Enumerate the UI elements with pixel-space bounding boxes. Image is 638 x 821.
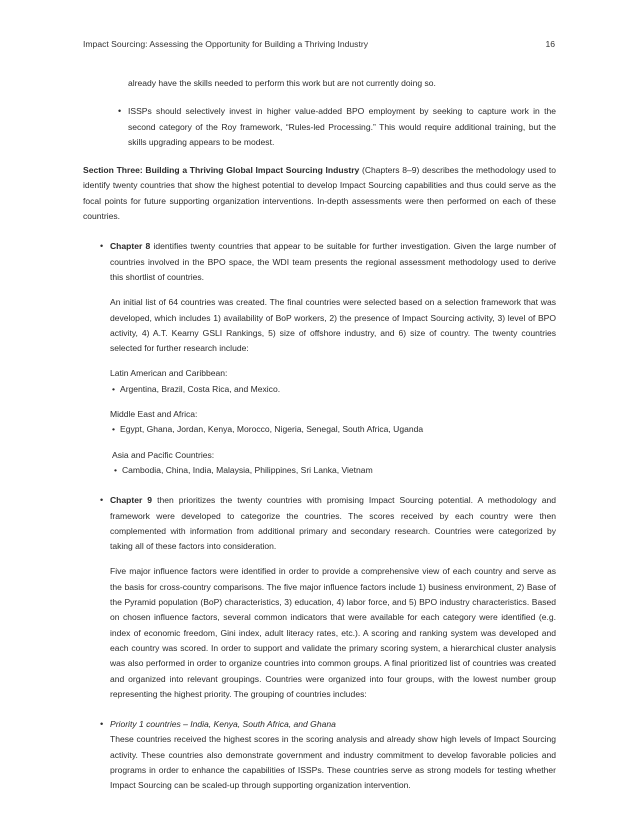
page-number: 16	[545, 39, 555, 49]
region-name: Latin American and Caribbean:	[110, 368, 228, 379]
section-three-paragraph	[83, 163, 556, 224]
region-middle-east-africa	[110, 407, 556, 438]
region-asia-pacific	[112, 448, 556, 479]
chapter-8-block	[110, 239, 556, 478]
document-body	[83, 76, 556, 794]
region-latin-america	[110, 366, 556, 397]
region-countries: • Cambodia, China, India, Malaysia, Philippines, Sri Lanka, Vietnam	[122, 463, 556, 478]
priority-1-label: • Priority 1 countries – India, Kenya, South Africa, and Ghana	[110, 717, 556, 732]
priority-1-block	[110, 717, 556, 793]
priority-1-text: These countries received the highest scores in the scoring analysis and already show high levels of Impact Sourcing activity. These countries also demonstrate government and industry commitment to develop favorable policies and programs in order to enhance the capabilities of ISSPs. These countries serve as strong models for testing whether Impact Sourcing can be scaled-up through supporting organization intervention.	[110, 734, 556, 791]
region-name: Asia and Pacific Countries:	[112, 449, 215, 460]
chapter-8-bullet	[110, 239, 556, 285]
chapter-9-paragraph: Five major influence factors were identified in order to provide a comprehensive view of each country and serve as the basis for cross-country comparisons. The five major influence factors include 1) business environment, 2) Base of the Pyramid population (BoP) characteristics, 3) education, 4) labor force, and 5) BPO industry characteristics. Based on chosen influence factors, several common indicators that were available for each category were identified (e.g. index of economic freedom, Gini index, adult literacy rates, etc.). A scoring and ranking system was developed and each country was scored. In order to support and validate the primary scoring system, a hierarchical cluster analysis was also performed in order to organize countries into common groups. A final prioritized list of countries was created and organized into relevant groupings. Countries were organized into four groups, with the lowest number group representing the highest priority. The grouping of countries includes:	[110, 566, 556, 699]
section-three-body: (Chapters 8–9) describes the methodology used to identify twenty countries that show the highest potential to develop Impact Sourcing capabilities and thus could serve as the focal points for future supporting organization interventions. In-depth assessments were then performed on each of these countries.	[83, 165, 556, 222]
region-name: Middle East and Africa:	[110, 409, 198, 420]
chapter-8-paragraph: An initial list of 64 countries was created. The final countries were selected based on a selection framework that was developed, which includes 1) availability of BoP workers, 2) the presence of Impact Sourcing activity, 3) level of BPO activity, 4) A.T. Kearny GSLI Rankings, 5) size of offshore industry, and 6) size of country. The twenty countries selected for further research include:	[110, 297, 556, 354]
running-title: Impact Sourcing: Assessing the Opportunity for Building a Thriving Industry	[83, 39, 369, 49]
issp-bullet: • ISSPs should selectively invest in higher value-added BPO employment by seeking to capture work in the second category of the Roy framework, “Rules-led Processing.” This would require additional training, but the skills upgrading appears to be modest.	[128, 104, 556, 150]
intro-continuation: already have the skills needed to perform this work but are not currently doing so.	[128, 78, 436, 88]
chapter-9-label: Chapter 9	[110, 495, 153, 506]
page-header	[83, 39, 555, 53]
chapter-9-bullet	[110, 493, 556, 554]
chapter-8-label: Chapter 8	[110, 241, 151, 252]
chapter-9-block	[110, 493, 556, 702]
chapter-9-text: then prioritizes the twenty countries with promising Impact Sourcing potential. A methodology and framework were developed to categorize the countries. The scores received by each country were then complemented with information from additional primary and secondary research. Countries were categorized by taking all of these factors into consideration.	[110, 495, 556, 552]
section-three-heading: Section Three: Building a Thriving Global Impact Sourcing Industry	[83, 165, 360, 176]
chapter-8-text: identifies twenty countries that appear to be suitable for further investigation. Given the large number of countries involved in the BPO space, the WDI team presents the regional assessment methodology used to derive this shortlist of countries.	[110, 241, 556, 282]
region-countries: • Argentina, Brazil, Costa Rica, and Mexico.	[120, 382, 556, 397]
region-countries: • Egypt, Ghana, Jordan, Kenya, Morocco, Nigeria, Senegal, South Africa, Uganda	[120, 422, 556, 437]
